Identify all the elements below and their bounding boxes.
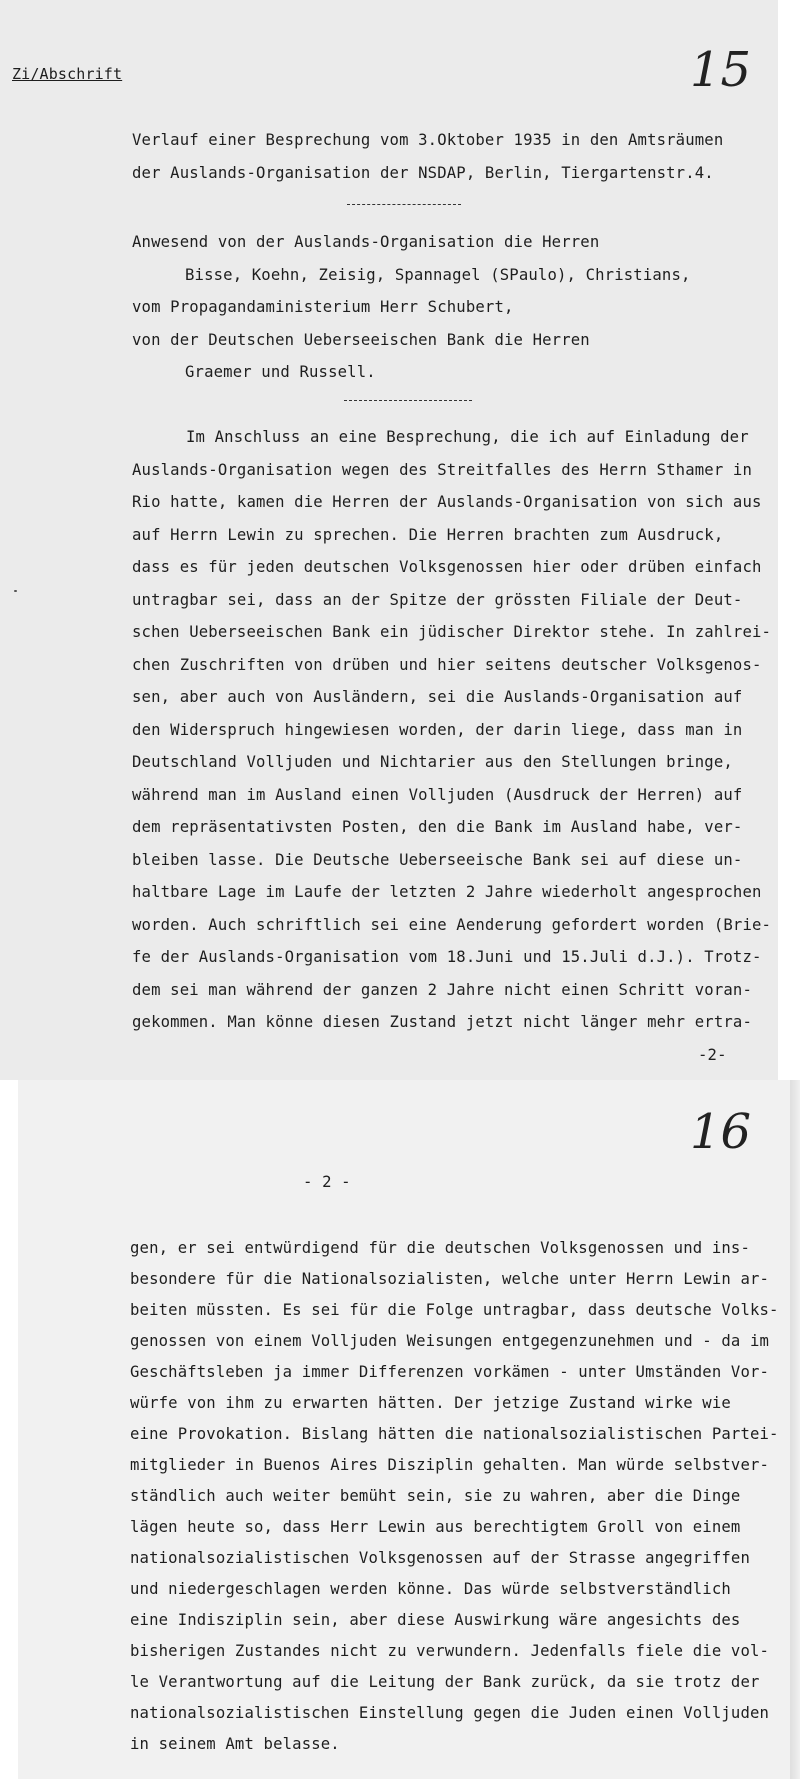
body-line: den Widerspruch hingewiesen worden, der darin liege, dass man in bbox=[132, 721, 743, 739]
folio-number: 15 bbox=[690, 42, 752, 98]
page-edge-shadow bbox=[790, 1080, 800, 1779]
body-line: auf Herrn Lewin zu sprechen. Die Herren brachten zum Ausdruck, bbox=[132, 526, 724, 544]
body-line: le Verantwortung auf die Leitung der Bank zurück, da sie trotz der bbox=[130, 1673, 760, 1691]
body-line: würfe von ihm zu erwarten hätten. Der jetzige Zustand wirke wie bbox=[130, 1394, 731, 1412]
separator-rule bbox=[344, 400, 472, 401]
attendance-line: vom Propagandaministerium Herr Schubert, bbox=[132, 298, 514, 316]
body-line: in seinem Amt belasse. bbox=[130, 1735, 340, 1753]
body-line: nationalsozialistischen Einstellung gegen die Juden einen Volljuden bbox=[130, 1704, 770, 1722]
attendance-line: von der Deutschen Ueberseeischen Bank die Herren bbox=[132, 331, 590, 349]
body-line: gen, er sei entwürdigend für die deutschen Volksgenossen und ins- bbox=[130, 1239, 750, 1257]
body-line: untragbar sei, dass an der Spitze der grössten Filiale der Deut- bbox=[132, 591, 743, 609]
body-line: bisherigen Zustandes nicht zu verwundern. Jedenfalls fiele die vol- bbox=[130, 1642, 770, 1660]
body-line: sen, aber auch von Ausländern, sei die Auslands-Organisation auf bbox=[132, 688, 743, 706]
heading-line: Verlauf einer Besprechung vom 3.Oktober 1935 in den Amtsräumen bbox=[132, 131, 724, 149]
body-line: während man im Ausland einen Volljuden (Ausdruck der Herren) auf bbox=[132, 786, 743, 804]
body-line: fe der Auslands-Organisation vom 18.Juni und 15.Juli d.J.). Trotz- bbox=[132, 948, 762, 966]
attendance-line: Graemer und Russell. bbox=[185, 363, 376, 381]
body-line: dem repräsentativsten Posten, den die Bank im Ausland habe, ver- bbox=[132, 818, 743, 836]
folio-number: 16 bbox=[690, 1104, 752, 1160]
body-line: lägen heute so, dass Herr Lewin aus berechtigtem Groll von einem bbox=[130, 1518, 741, 1536]
continuation-mark: -2- bbox=[698, 1046, 727, 1064]
body-line: beiten müssten. Es sei für die Folge untragbar, dass deutsche Volks- bbox=[130, 1301, 779, 1319]
body-line: Deutschland Volljuden und Nichtarier aus den Stellungen bringe, bbox=[132, 753, 733, 771]
attendance-line: Bisse, Koehn, Zeisig, Spannagel (SPaulo), Christians, bbox=[185, 266, 691, 284]
body-line: eine Indisziplin sein, aber diese Auswirkung wäre angesichts des bbox=[130, 1611, 741, 1629]
heading-line: der Auslands-Organisation der NSDAP, Berlin, Tiergartenstr.4. bbox=[132, 164, 714, 182]
body-line: und niedergeschlagen werden könne. Das würde selbstverständlich bbox=[130, 1580, 731, 1598]
body-line: dass es für jeden deutschen Volksgenossen hier oder drüben einfach bbox=[132, 558, 762, 576]
body-line: Geschäftsleben ja immer Differenzen vorkämen - unter Umständen Vor- bbox=[130, 1363, 770, 1381]
body-line: besondere für die Nationalsozialisten, welche unter Herrn Lewin ar- bbox=[130, 1270, 770, 1288]
page-number: - 2 - bbox=[303, 1173, 351, 1191]
body-line: ständlich auch weiter bemüht sein, sie zu wahren, aber die Dinge bbox=[130, 1487, 741, 1505]
body-line: nationalsozialistischen Volksgenossen auf der Strasse angegriffen bbox=[130, 1549, 750, 1567]
attendance-line: Anwesend von der Auslands-Organisation die Herren bbox=[132, 233, 600, 251]
body-line: Rio hatte, kamen die Herren der Auslands-Organisation von sich aus bbox=[132, 493, 762, 511]
body-line: haltbare Lage im Laufe der letzten 2 Jahre wiederholt angesprochen bbox=[132, 883, 762, 901]
body-line: schen Ueberseeischen Bank ein jüdischer Direktor stehe. In zahlrei- bbox=[132, 623, 772, 641]
document-page-2 bbox=[18, 1080, 800, 1779]
scan-speck bbox=[14, 590, 17, 592]
body-line: Auslands-Organisation wegen des Streitfalles des Herrn Sthamer in bbox=[132, 461, 752, 479]
reference-mark: Zi/Abschrift bbox=[12, 65, 123, 83]
body-line: worden. Auch schriftlich sei eine Aenderung gefordert worden (Brie- bbox=[132, 916, 772, 934]
body-line: chen Zuschriften von drüben und hier seitens deutscher Volksgenos- bbox=[132, 656, 762, 674]
body-line: dem sei man während der ganzen 2 Jahre nicht einen Schritt voran- bbox=[132, 981, 752, 999]
body-line: mitglieder in Buenos Aires Disziplin gehalten. Man würde selbstver- bbox=[130, 1456, 770, 1474]
body-line: gekommen. Man könne diesen Zustand jetzt nicht länger mehr ertra- bbox=[132, 1013, 752, 1031]
body-line: Im Anschluss an eine Besprechung, die ich auf Einladung der bbox=[186, 428, 749, 446]
body-line: eine Provokation. Bislang hätten die nationalsozialistischen Partei- bbox=[130, 1425, 779, 1443]
body-line: bleiben lasse. Die Deutsche Ueberseeische Bank sei auf diese un- bbox=[132, 851, 743, 869]
body-line: genossen von einem Volljuden Weisungen entgegenzunehmen und - da im bbox=[130, 1332, 770, 1350]
separator-rule bbox=[347, 204, 461, 205]
